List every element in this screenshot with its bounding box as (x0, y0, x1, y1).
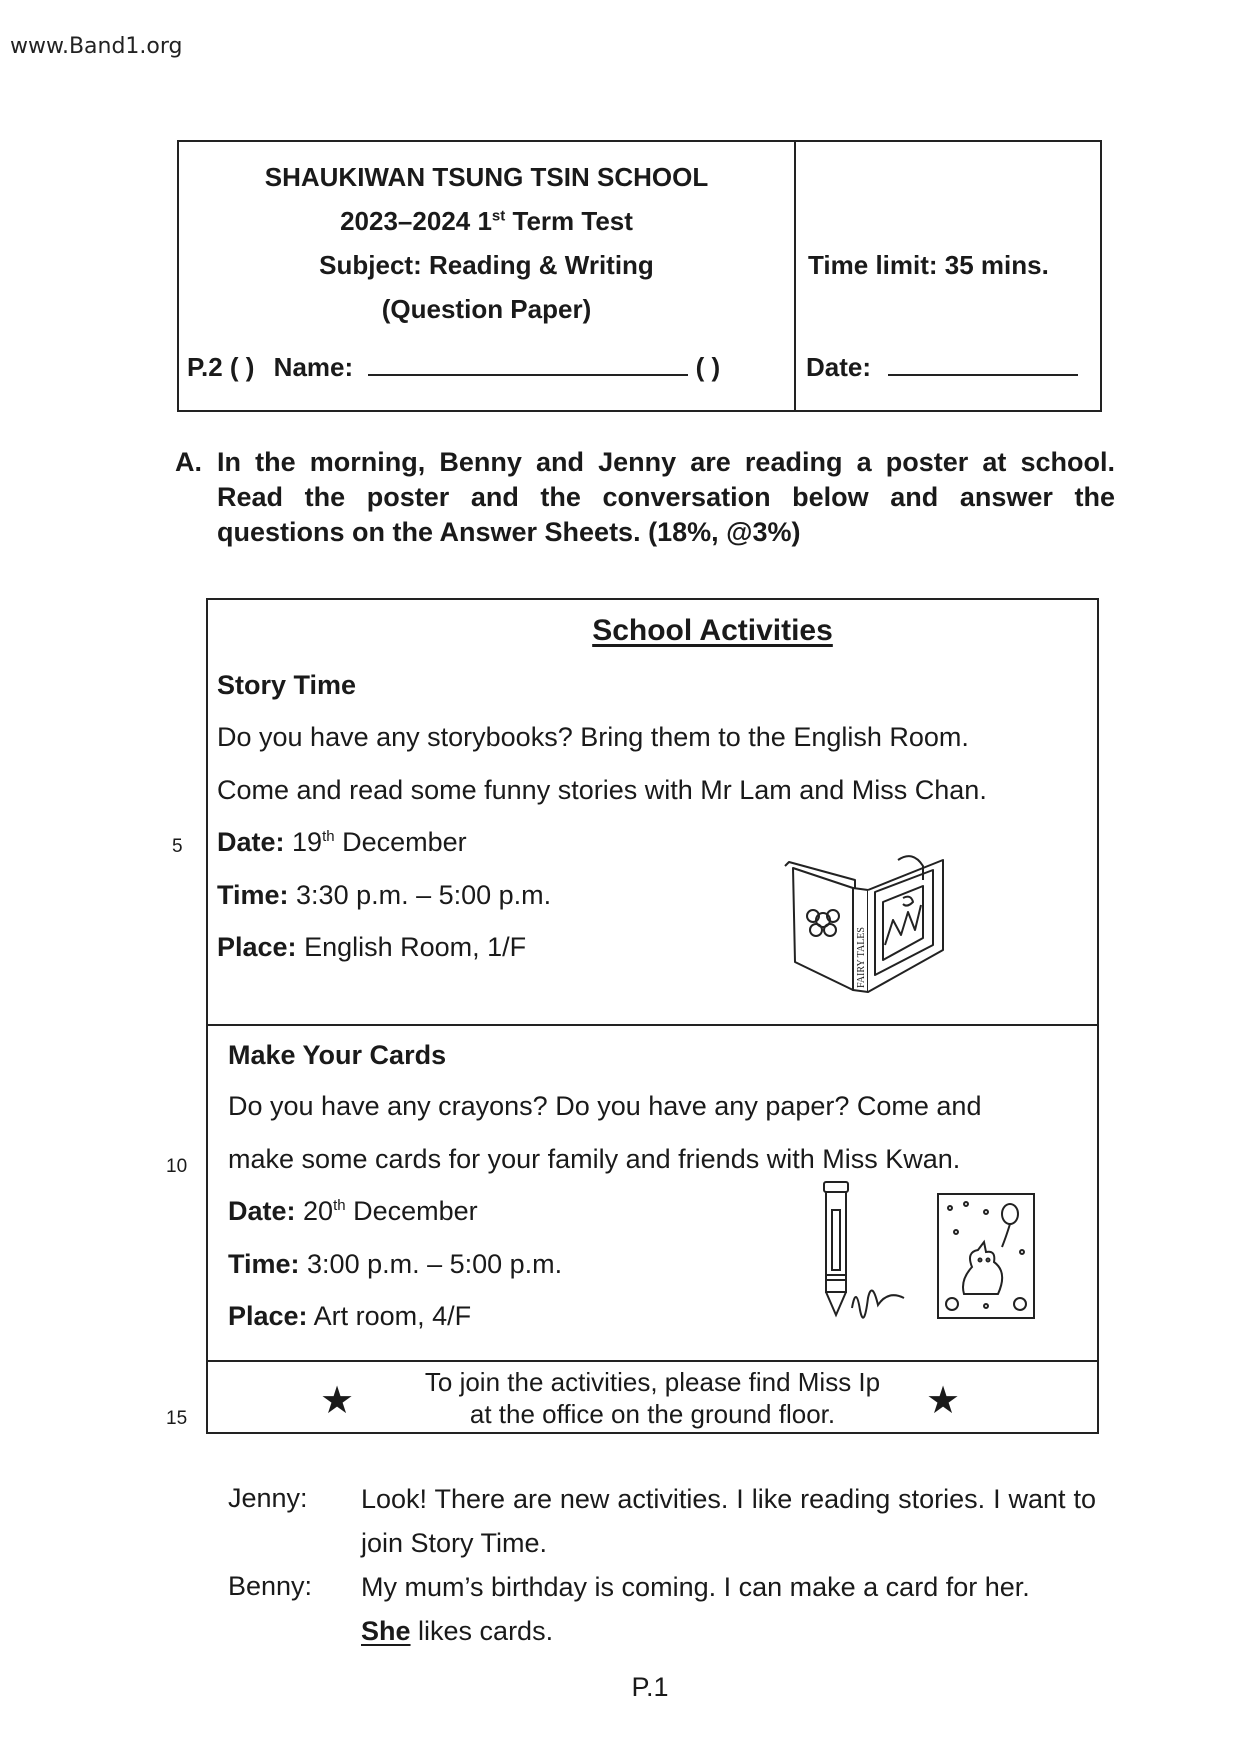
term-prefix: 2023–2024 1 (340, 206, 492, 236)
header-left (179, 142, 796, 410)
make-cards-heading: Make Your Cards (228, 1040, 447, 1070)
date-day: 19 (284, 827, 323, 857)
instruction-text: In the morning, Benny and Jenny are reading a poster at school. Read the poster and the conversation below and answer the questions on the Answer Sheets. (18%, @3%) (217, 447, 1115, 547)
make-cards-time (228, 1249, 562, 1280)
line-number-5: 5 (172, 836, 183, 857)
time-value: 3:30 p.m. – 5:00 p.m. (288, 880, 552, 910)
section-a-instruction (175, 445, 1115, 550)
term-sup: st (491, 207, 506, 225)
place-value: English Room, 1/F (296, 932, 527, 962)
subject: Subject: Reading & Writing (319, 250, 654, 280)
dialogue-line-benny (228, 1571, 1098, 1659)
time-label: Time: (217, 880, 289, 910)
place-label: Place: (228, 1301, 308, 1331)
section-divider (208, 1024, 1097, 1026)
place-label: Place: (217, 932, 297, 962)
story-time-time (217, 880, 551, 911)
utterance-text: My mum’s birthday is coming. I can make a card for her. (361, 1572, 1030, 1602)
book-spine-text: FAIRY TALES (856, 927, 867, 988)
date-label: Date: (228, 1196, 296, 1226)
date-month: December (345, 1196, 478, 1226)
section-letter: A. (175, 447, 202, 477)
date-sup: th (322, 828, 335, 845)
line-number-15: 15 (166, 1408, 188, 1429)
header-right (796, 142, 1100, 410)
greeting-card-icon (936, 1192, 1036, 1322)
date-month: December (334, 827, 467, 857)
watermark: www.Band1.org (10, 34, 183, 59)
date-row (806, 352, 1078, 383)
story-time-place (217, 932, 526, 963)
footer-note (208, 1366, 1097, 1430)
class-name-row (187, 352, 720, 383)
term-title (179, 206, 794, 237)
class-number: ( ) (695, 352, 721, 382)
make-cards-place (228, 1301, 471, 1332)
page-number: P.1 (631, 1672, 669, 1702)
footer-divider (208, 1360, 1097, 1362)
utterance (361, 1565, 1096, 1653)
make-cards-line2: make some cards for your family and friends with Miss Kwan. (228, 1144, 961, 1174)
dialogue (228, 1483, 1098, 1659)
name-field[interactable] (368, 352, 688, 376)
header-box (177, 140, 1102, 412)
page-number-wrap (0, 1672, 1240, 1703)
paper-type: (Question Paper) (381, 294, 592, 324)
date-label: Date: (806, 352, 872, 382)
footer-line1: To join the activities, please find Miss Ip (424, 1367, 881, 1397)
time-limit: Time limit: 35 mins. (808, 250, 1049, 280)
class-label: P.2 ( ) (187, 352, 255, 382)
date-field[interactable] (888, 352, 1078, 376)
make-cards-line1: Do you have any crayons? Do you have any paper? Come and (228, 1091, 982, 1121)
date-day: 20 (295, 1196, 334, 1226)
speaker: Benny: (228, 1571, 313, 1601)
time-label: Time: (228, 1249, 300, 1279)
star-icon-right: ★ (926, 1380, 961, 1422)
story-time-heading: Story Time (217, 670, 357, 700)
make-cards-date (228, 1196, 478, 1227)
school-name: SHAUKIWAN TSUNG TSIN SCHOOL (264, 162, 709, 192)
fairy-tales-book-icon (783, 850, 973, 995)
poster-title-wrap (208, 614, 1097, 648)
term-suffix: Term Test (505, 206, 633, 236)
time-value: 3:00 p.m. – 5:00 p.m. (299, 1249, 563, 1279)
dialogue-line-jenny (228, 1483, 1098, 1571)
date-label: Date: (217, 827, 285, 857)
crayon-icon (808, 1180, 933, 1340)
footer-line2: at the office on the ground floor. (469, 1399, 836, 1429)
name-label: Name: (273, 352, 354, 382)
star-icon-left: ★ (320, 1380, 355, 1422)
story-time-line1: Do you have any storybooks? Bring them to the English Room. (217, 722, 969, 752)
utterance: Look! There are new activities. I like reading stories. I want to join Story Time. (361, 1484, 1096, 1558)
date-sup: th (333, 1197, 346, 1214)
poster-title: School Activities (592, 614, 833, 647)
underlined-word: She (361, 1616, 411, 1646)
poster (206, 598, 1099, 1434)
line-number-10: 10 (166, 1156, 188, 1177)
speaker: Jenny: (228, 1483, 308, 1513)
story-time-date (217, 827, 467, 858)
utterance-text-post: likes cards. (410, 1616, 554, 1646)
story-time-line2: Come and read some funny stories with Mr Lam and Miss Chan. (217, 775, 987, 805)
place-value: Art room, 4/F (307, 1301, 472, 1331)
